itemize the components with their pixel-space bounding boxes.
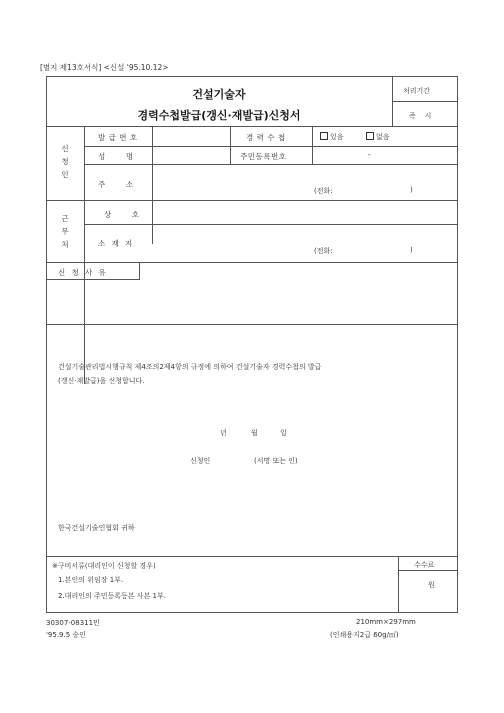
fee-label: 수수료 [414, 561, 435, 569]
option-yes[interactable]: 있음 [320, 132, 344, 142]
workplace-phone-open: (전화: [314, 247, 333, 255]
date-year-label: 년 [220, 429, 227, 437]
recipient-line: 한국건설기술인협회 귀하 [58, 524, 135, 532]
rrn-dash: - [368, 151, 371, 159]
signer-label: 신청인 [190, 457, 211, 465]
company-label: 상 호 [104, 210, 140, 219]
name-label: 성 명 [98, 152, 134, 161]
option-no[interactable]: 없음 [366, 132, 390, 142]
row-line-3 [84, 224, 458, 225]
documents-top-line [46, 556, 458, 557]
date-month-label: 월 [251, 429, 258, 437]
applicant-section-label: 신 청 인 [61, 144, 69, 179]
applicant-phone-open: (전화: [314, 187, 333, 195]
row-line-1 [84, 146, 458, 147]
location-label: 소 재 지 [98, 239, 133, 248]
processing-value: 즉 시 [409, 112, 432, 120]
reason-bottom-line [46, 324, 458, 325]
statement-line-2: (갱신·재발급)을 신청합니다. [58, 377, 145, 385]
checkbox-no[interactable] [366, 132, 374, 140]
fee-divider [398, 556, 399, 613]
signer-note: (서명 또는 인) [254, 457, 298, 465]
mid-divider-2 [312, 126, 313, 164]
title-line-2: 경력수첩발급(갱신·재발급)신청서 [137, 109, 301, 122]
paper-spec: (인쇄용지2급 60g/㎡) [330, 631, 399, 639]
form-number: 30307-08311민 [46, 619, 100, 627]
document-item-1: 1.본인의 위임장 1부. [58, 576, 124, 584]
field-label-divider [152, 126, 153, 244]
approval-date: '95.9.5 승인 [46, 631, 86, 639]
document-item-2: 2.대리인의 주민등록등본 사본 1부. [58, 592, 166, 600]
title-line-1: 건설기술자 [192, 88, 246, 101]
row-line-2 [84, 164, 458, 165]
processing-label: 처리기간 [403, 87, 431, 95]
processing-divider [392, 101, 458, 102]
fee-inner-line [398, 570, 458, 571]
reason-label: 신 청 사 유 [58, 268, 107, 277]
title-bottom-line [46, 126, 458, 127]
reason-input-area[interactable] [46, 280, 458, 324]
workplace-phone-close: ) [410, 246, 413, 254]
fee-unit: 원 [428, 581, 435, 589]
issue-number-label: 발 급 번 호 [98, 133, 138, 142]
mid-divider-1 [230, 126, 231, 164]
checkbox-yes[interactable] [320, 132, 328, 140]
section-line-applicant [46, 200, 458, 201]
career-book-label: 경 력 수 첩 [246, 133, 286, 142]
form-header-note: [별지 제13호서식] <신설 '95.10.12> [40, 63, 169, 72]
address-label: 주 소 [98, 180, 134, 189]
form-title [46, 80, 392, 123]
date-day-label: 일 [280, 429, 287, 437]
documents-title: ※구비서류(대리인이 신청할 경우) [52, 562, 156, 570]
rrn-label: 주민등록번호 [240, 152, 287, 161]
paper-size: 210mm×297mm [356, 618, 416, 626]
workplace-section-label: 근 무 처 [61, 214, 69, 249]
applicant-phone-close: ) [410, 186, 413, 194]
statement-line-1: 건설기술관리법시행규칙 제4조의2제4항의 규정에 의하여 건설기술자 경력수첩의 발급 [58, 363, 322, 371]
